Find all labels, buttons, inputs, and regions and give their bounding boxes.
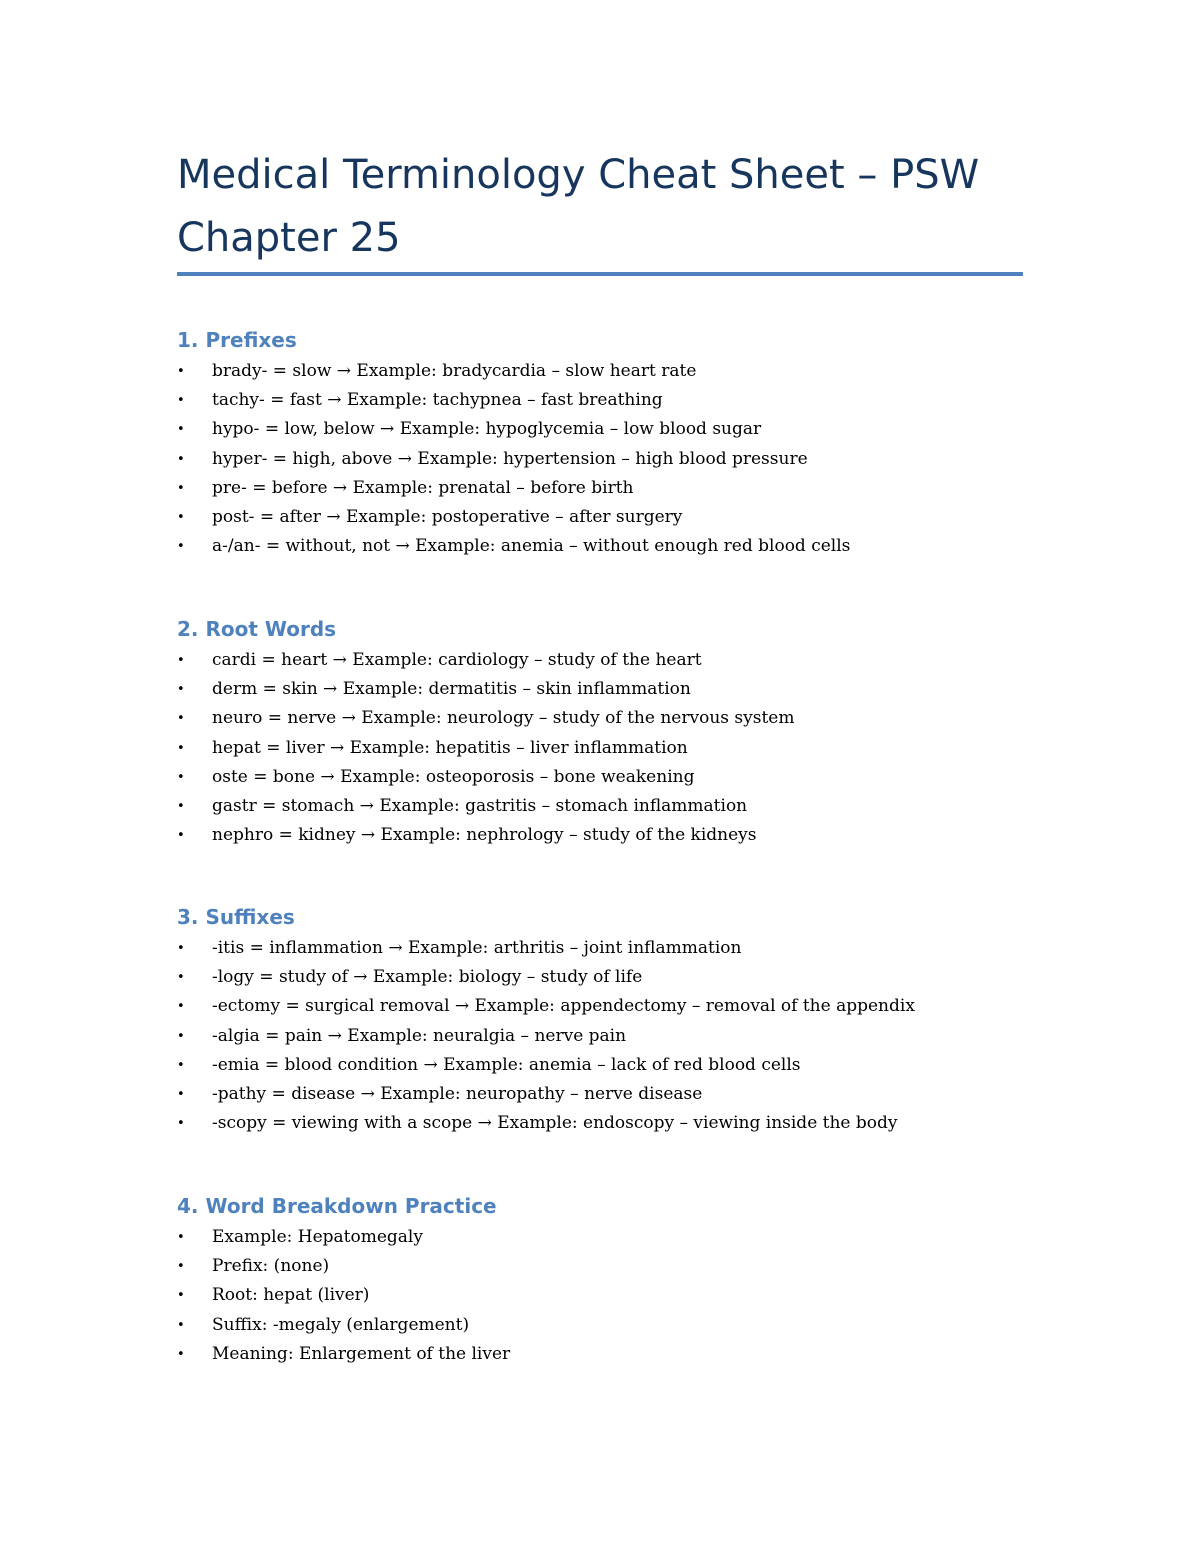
bullet-icon: • xyxy=(177,1259,185,1275)
list-item-text: -itis = inflammation → Example: arthritis – joint inflammation xyxy=(212,938,742,958)
bullet-icon: • xyxy=(177,711,185,727)
bullet-icon: • xyxy=(177,1087,185,1103)
list-item-text: a-/an- = without, not → Example: anemia – without enough red blood cells xyxy=(212,536,851,557)
bullet-list xyxy=(177,357,1077,561)
bullet-icon: • xyxy=(177,1057,185,1073)
bullet-list xyxy=(177,646,1077,850)
list-item xyxy=(177,503,1077,532)
bullet-icon: • xyxy=(177,393,185,409)
bullet-icon: • xyxy=(177,1288,185,1304)
list-item-text: -scopy = viewing with a scope → Example: endoscopy – viewing inside the body xyxy=(212,1113,898,1134)
bullet-icon: • xyxy=(177,364,185,379)
list-item-text: Meaning: Enlargement of the liver xyxy=(212,1343,511,1364)
bullet-icon: • xyxy=(177,828,185,844)
list-item xyxy=(177,415,1077,444)
list-item-text: hyper- = high, above → Example: hypertension – high blood pressure xyxy=(212,448,808,469)
list-item-text: -emia = blood condition → Example: anemia – lack of red blood cells xyxy=(212,1054,801,1075)
list-item xyxy=(177,992,1077,1021)
list-item-text: nephro = kidney → Example: nephrology – study of the kidneys xyxy=(212,825,757,846)
list-item-text: post- = after → Example: postoperative – after surgery xyxy=(212,507,683,528)
bullet-icon: • xyxy=(177,510,185,526)
list-item xyxy=(177,675,1077,704)
list-item xyxy=(177,821,1077,850)
bullet-icon: • xyxy=(177,422,185,438)
list-item-text: hepat = liver → Example: hepatitis – liver inflammation xyxy=(212,737,688,758)
bullet-icon: • xyxy=(177,539,185,555)
bullet-icon: • xyxy=(177,1317,185,1333)
list-item xyxy=(177,1281,1077,1310)
list-item xyxy=(177,1223,1077,1252)
section-heading: 3. Suffixes xyxy=(177,905,295,929)
list-item-text: Example: Hepatomegaly xyxy=(212,1227,423,1247)
bullet-icon: • xyxy=(177,1346,185,1362)
list-item xyxy=(177,1109,1077,1138)
list-item-text: -logy = study of → Example: biology – study of life xyxy=(212,967,643,988)
list-item xyxy=(177,934,1077,963)
list-item xyxy=(177,1080,1077,1109)
section-word-breakdown-practice xyxy=(177,1192,1077,1369)
list-item xyxy=(177,1051,1077,1080)
section-root-words xyxy=(177,615,1077,850)
list-item xyxy=(177,963,1077,992)
bullet-icon: • xyxy=(177,799,185,815)
list-item xyxy=(177,357,1077,386)
list-item-text: pre- = before → Example: prenatal – before birth xyxy=(212,477,634,498)
bullet-icon: • xyxy=(177,769,185,785)
list-item xyxy=(177,646,1077,675)
bullet-icon: • xyxy=(177,1028,185,1044)
bullet-icon: • xyxy=(177,682,185,698)
list-item-text: -pathy = disease → Example: neuropathy – nerve disease xyxy=(212,1084,703,1105)
bullet-icon: • xyxy=(177,480,185,496)
bullet-icon: • xyxy=(177,999,185,1015)
bullet-icon: • xyxy=(177,653,185,668)
list-item xyxy=(177,1252,1077,1281)
section-suffixes xyxy=(177,903,1077,1138)
title-underline-rule xyxy=(177,272,1023,276)
list-item-text: cardi = heart → Example: cardiology – study of the heart xyxy=(212,650,702,670)
list-item-text: tachy- = fast → Example: tachypnea – fast breathing xyxy=(212,390,663,411)
list-item xyxy=(177,532,1077,561)
list-item xyxy=(177,704,1077,733)
bullet-icon: • xyxy=(177,970,185,986)
bullet-icon: • xyxy=(177,1230,185,1245)
section-heading: 4. Word Breakdown Practice xyxy=(177,1194,497,1218)
list-item xyxy=(177,1340,1077,1369)
list-item-text: derm = skin → Example: dermatitis – skin inflammation xyxy=(212,679,691,700)
list-item-text: Suffix: -megaly (enlargement) xyxy=(212,1314,470,1335)
section-heading: 1. Prefixes xyxy=(177,328,297,352)
bullet-list xyxy=(177,934,1077,1138)
list-item xyxy=(177,763,1077,792)
list-item-text: -algia = pain → Example: neuralgia – nerve pain xyxy=(212,1025,627,1046)
bullet-list xyxy=(177,1223,1077,1369)
section-prefixes xyxy=(177,326,1077,561)
list-item xyxy=(177,445,1077,474)
list-item xyxy=(177,386,1077,415)
list-item-text: Root: hepat (liver) xyxy=(212,1285,370,1306)
list-item-text: oste = bone → Example: osteoporosis – bone weakening xyxy=(212,766,695,787)
section-heading: 2. Root Words xyxy=(177,617,337,641)
list-item xyxy=(177,734,1077,763)
bullet-icon: • xyxy=(177,740,185,756)
list-item-text: gastr = stomach → Example: gastritis – stomach inflammation xyxy=(212,796,748,817)
list-item xyxy=(177,474,1077,503)
list-item-text: neuro = nerve → Example: neurology – study of the nervous system xyxy=(212,708,795,729)
list-item-text: -ectomy = surgical removal → Example: appendectomy – removal of the appendix xyxy=(212,996,915,1017)
bullet-icon: • xyxy=(177,1116,185,1132)
list-item xyxy=(177,1311,1077,1340)
document-title: Medical Terminology Cheat Sheet – PSW Chapter 25 xyxy=(177,152,980,261)
bullet-icon: • xyxy=(177,941,185,956)
list-item-text: Prefix: (none) xyxy=(212,1256,330,1277)
bullet-icon: • xyxy=(177,451,185,467)
list-item xyxy=(177,1022,1077,1051)
list-item-text: hypo- = low, below → Example: hypoglycemia – low blood sugar xyxy=(212,419,762,440)
list-item xyxy=(177,792,1077,821)
list-item-text: brady- = slow → Example: bradycardia – slow heart rate xyxy=(212,361,697,381)
